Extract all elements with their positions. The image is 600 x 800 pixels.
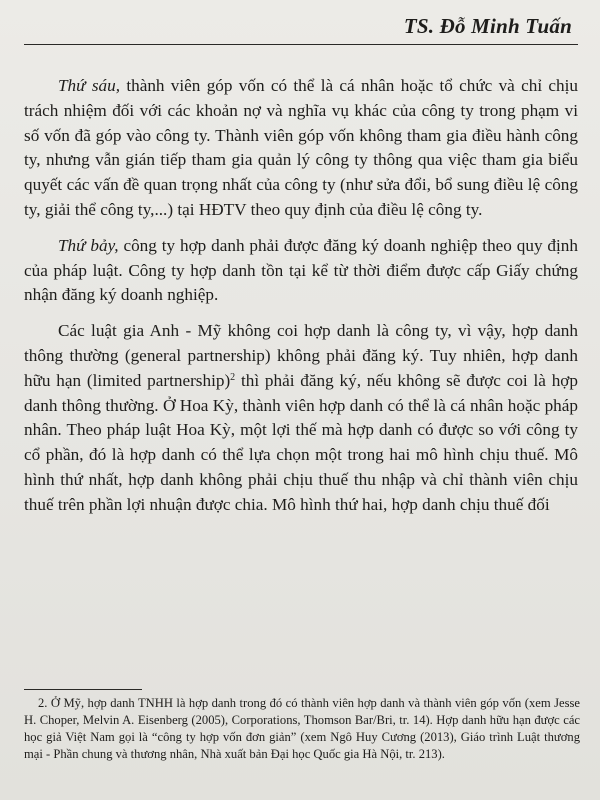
paragraph-thu-bay: [24, 234, 578, 308]
header-rule: [24, 44, 578, 45]
paragraph-text: Các luật gia Anh - Mỹ không coi hợp danh là công ty, vì vậy, hợp danh thông thường (general partnership) không phải đăng ký. Tuy nhiên, hợp danh hữu hạn (limited partnership): [24, 321, 578, 390]
running-head-author: TS. Đỗ Minh Tuấn: [403, 14, 572, 38]
paragraph-anglo-american: [24, 319, 578, 517]
paragraph-thu-sau: [24, 74, 578, 223]
paragraph-text: thì phải đăng ký, nếu không sẽ được coi là hợp danh thông thường. Ở Hoa Kỳ, thành viên hợp danh có thể là cá nhân hoặc pháp nhân. Theo pháp luật Hoa Kỳ, một lợi thế mà hợp danh có được so với công ty cổ phần, đó là hợp danh có thể lựa chọn một trong hai mô hình chịu thuế. Mô hình thứ nhất, hợp danh không phải chịu thuế thu nhập và chỉ thành viên chịu thuế trên phần lợi nhuận được chia. Mô hình thứ hai, hợp danh chịu thuế đối: [24, 370, 578, 514]
paragraph-text: thành viên góp vốn có thể là cá nhân hoặc tổ chức và chỉ chịu trách nhiệm đối với các khoản nợ và nghĩa vụ khác của công ty trong phạm vi số vốn đã góp vào công ty. Thành viên góp vốn không tham gia điều hành công ty, nhưng vẫn gián tiếp tham gia quản lý công ty thông qua việc tham gia biểu quyết các vấn đề quan trọng nhất của công ty (như sửa đổi, bổ sung điều lệ công ty, giải thể công ty,...) tại HĐTV theo quy định của điều lệ công ty.: [24, 76, 579, 219]
footnote-rule: [24, 689, 142, 690]
footnote: 2. Ở Mỹ, hợp danh TNHH là hợp danh trong đó có thành viên hợp danh và thành viên góp vốn (xem Jesse H. Choper, Melvin A. Eisenberg (2005), Corporations, Thomson Bar/Bri, tr. 14). Hợp danh hữu hạn được các học giả Việt Nam gọi là “công ty hợp vốn đơn giản” (xem Ngô Huy Cương (2013), Giáo trình Luật thương mại - Phần chung và thương nhân, Nhà xuất bản Đại học Quốc gia Hà Nội, tr. 213).: [24, 696, 580, 761]
footnote-reference[interactable]: 2: [230, 371, 236, 383]
paragraph-lead: Thứ sáu,: [58, 76, 121, 95]
paragraph-lead: Thứ bảy,: [58, 235, 119, 255]
body-text: [24, 74, 578, 518]
paragraph-text: công ty hợp danh phải được đăng ký doanh nghiệp theo quy định của pháp luật. Công ty hợp danh tồn tại kể từ thời điểm được cấp Giấy chứng nhận đăng ký doanh nghiệp.: [24, 235, 578, 305]
